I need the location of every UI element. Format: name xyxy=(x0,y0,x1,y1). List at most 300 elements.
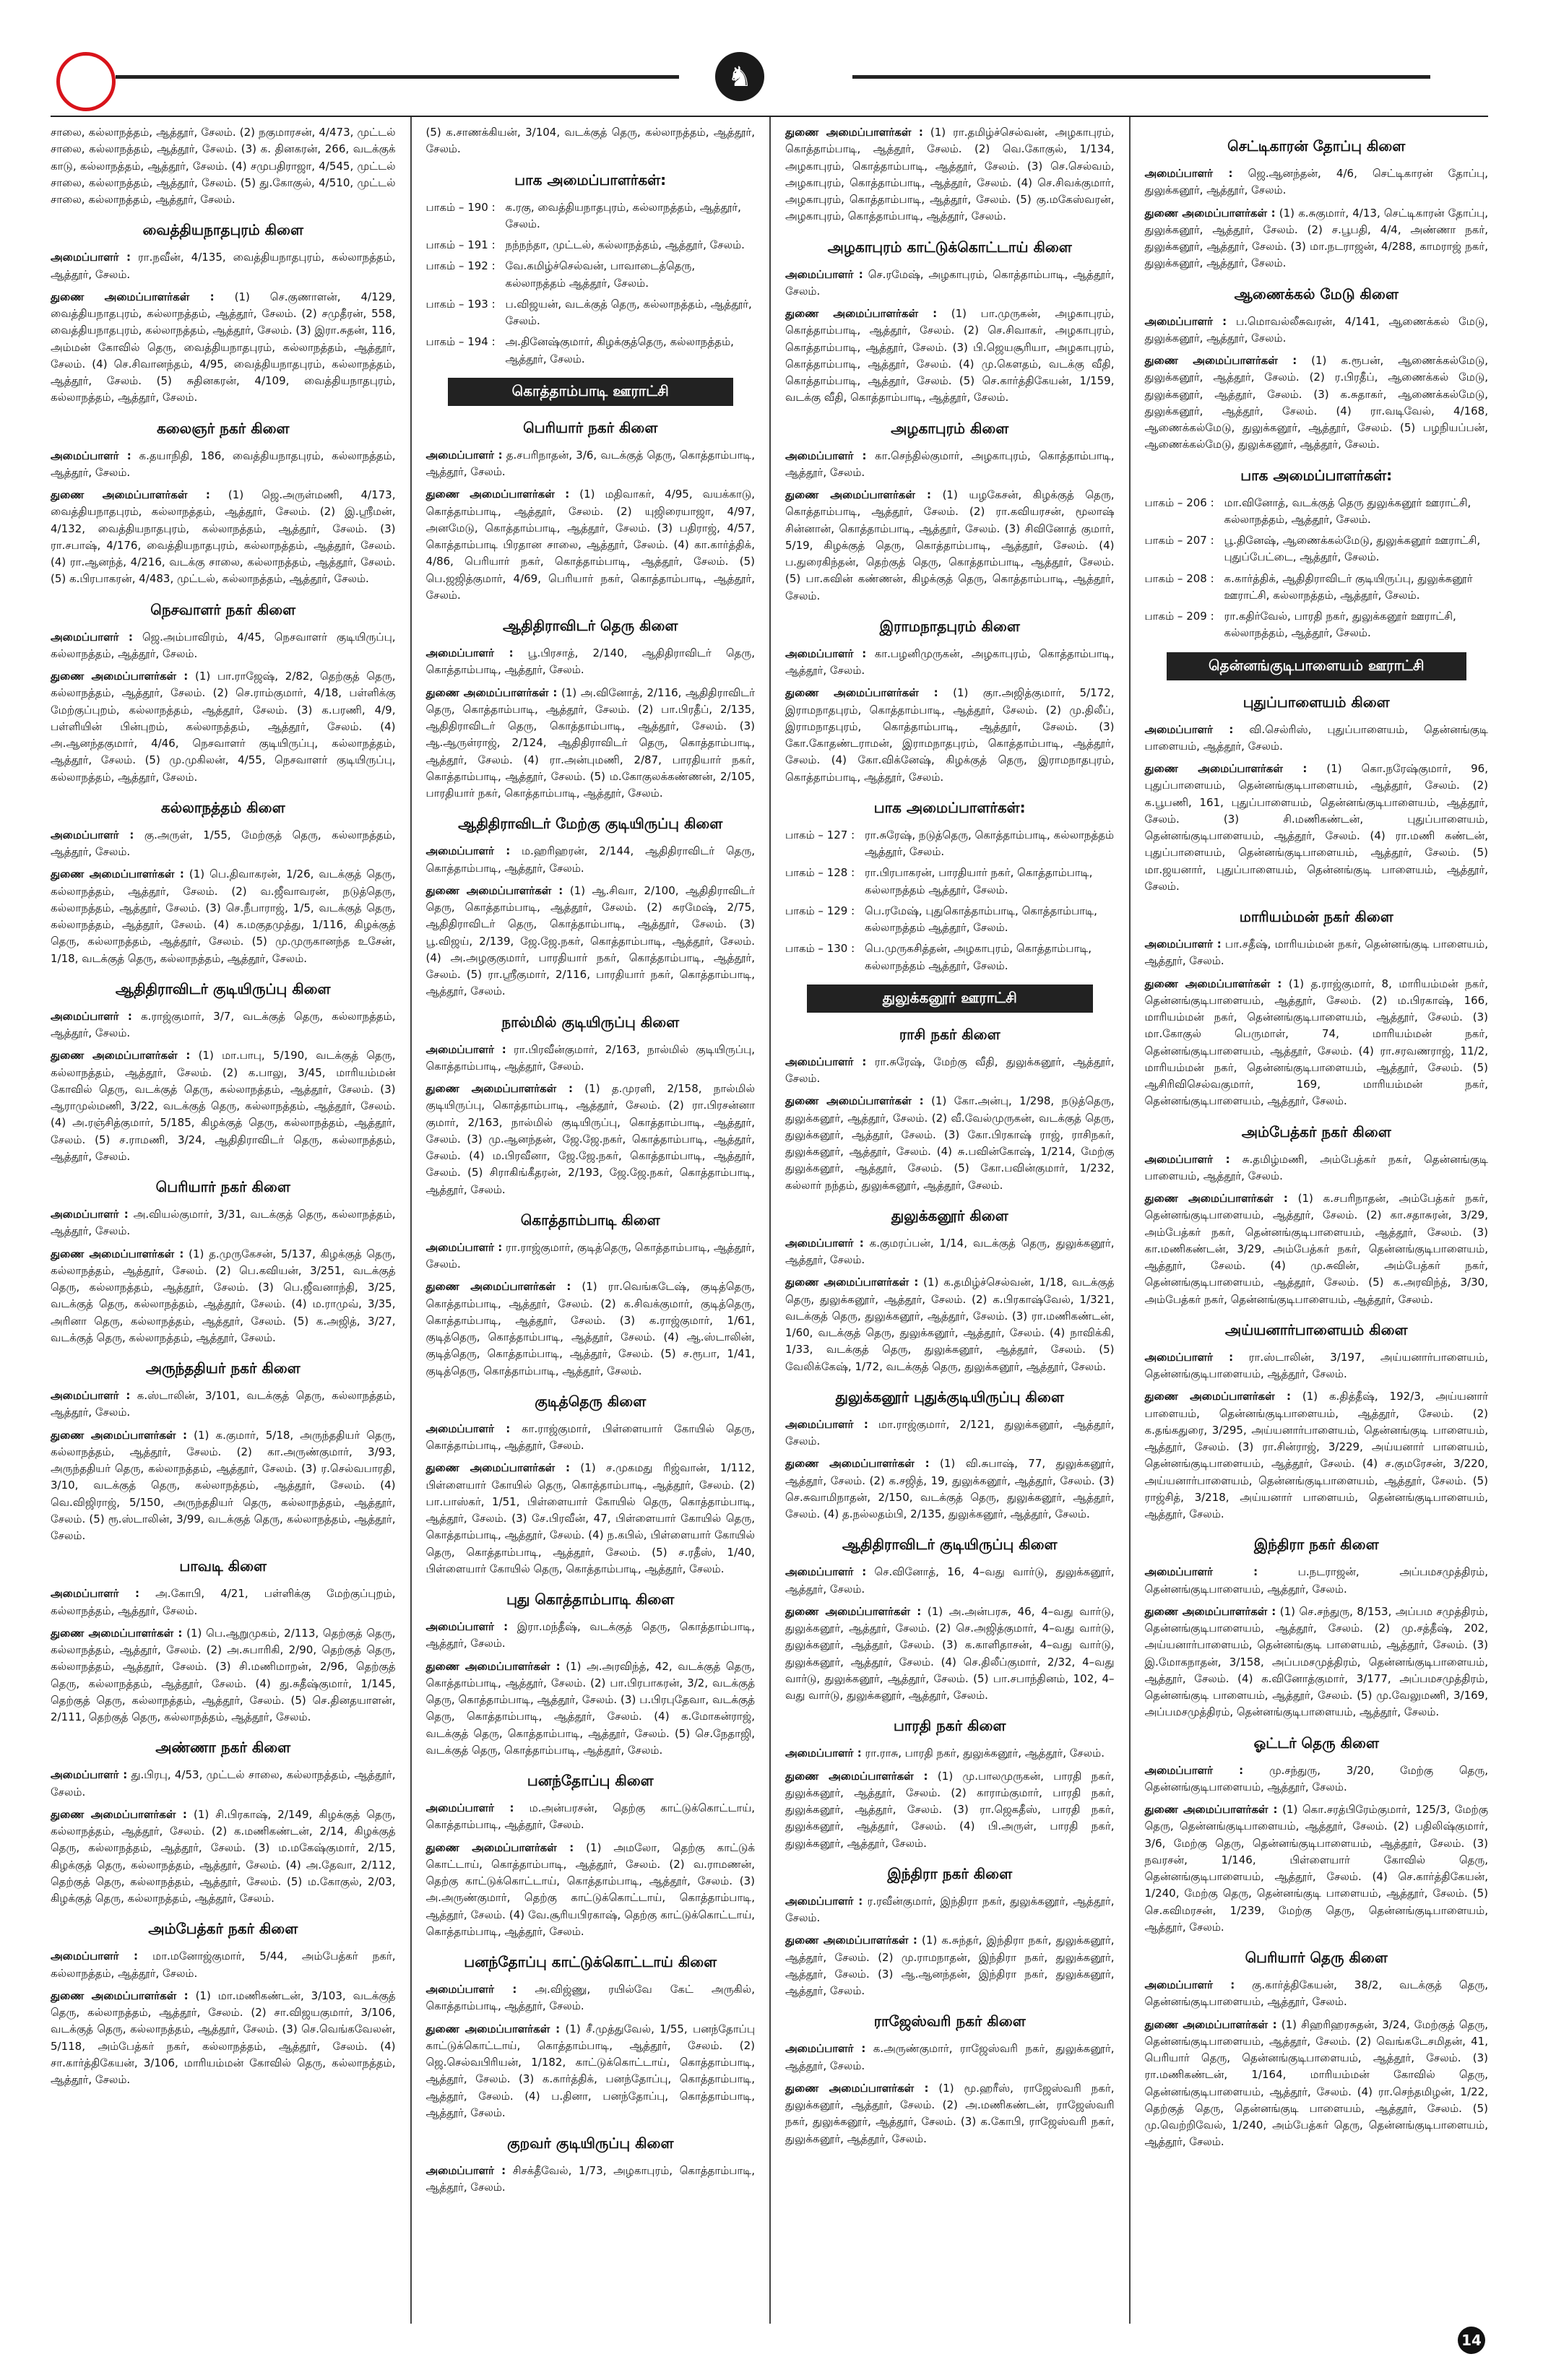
organizer-entry xyxy=(1145,1604,1489,1721)
organizer-role-label: அமைப்பாளர் : xyxy=(1144,314,1227,328)
organizer-entry xyxy=(1145,2017,1489,2151)
organizer-entry xyxy=(51,448,396,482)
organizer-names: க.தயாநிதி, 186, வைத்தியநாதபுரம், கல்லாநத்தம், ஆத்தூர், சேலம். xyxy=(51,449,396,479)
organizer-entry xyxy=(1145,1977,1489,2011)
booth-organizer-row xyxy=(1145,608,1489,642)
organizer-names: ஜெ.அம்பாவிரம், 4/45, நெசவாளர் குடியிருப்பு, கல்லாநத்தம், ஆத்தூர், சேலம். xyxy=(51,630,396,660)
branch-heading: துலுக்கனூர் கிளை xyxy=(891,1206,1008,1224)
column-2 xyxy=(410,117,770,2324)
organizer-names: சு.தமிழ்மணி, அம்பேத்கர் நகர், தென்னங்குடி பாளையம், ஆத்தூர், சேலம். xyxy=(1144,1152,1488,1182)
branch-heading: பனந்தோப்பு காட்டுக்கொட்டாய் கிளை xyxy=(464,1953,717,1970)
organizer-role-label: துணை அமைப்பாளர்கள் : xyxy=(1144,1604,1276,1618)
organizer-entry xyxy=(785,2080,1115,2147)
organizer-names: (1) ச.முகமது ரிஜ்வான், 1/112, பிள்ளையார் கோயில் தெரு, கொத்தாம்பாடி, ஆத்தூர், சேலம். (2) பா.பாஸ்கர், 1/51, பிள்ளையார் கோயில் தெரு, கொத்தாம்பாடி, ஆத்தூர், சேலம். (3) சே.பிரவீன், 47, பிள்ளையார் கோயில் தெரு, கொத்தாம்பாடி, ஆத்தூர், சேலம். (4) ந.கபில், பிள்ளையார் கோயில் தெரு, கொத்தாம்பாடி, ஆத்தூர், சேலம். (5) ச.ரதீஸ், 1/40, பிள்ளையார் கோயில் தெரு, கொத்தாம்பாடி, ஆத்தூர், சேலம். xyxy=(425,1461,755,1575)
organizer-entry xyxy=(51,1206,396,1240)
organizer-role-label: துணை அமைப்பாளர்கள் : xyxy=(51,488,210,501)
organizer-names: ப.மொவல்லீசுவரன், 4/141, ஆணைக்கல் மேடு, துலுக்கனூர், ஆத்தூர், சேலம். xyxy=(1144,314,1488,345)
organizer-names: மா.மனோஜ்குமார், 5/44, அம்பேத்கர் நகர், கல்லாநத்தம், ஆத்தூர், சேலம். xyxy=(51,1950,396,1980)
branch-heading: பாரதி நகர் கிளை xyxy=(894,1717,1006,1735)
masthead xyxy=(43,43,1495,108)
booth-number: பாகம் – 128 : xyxy=(785,866,855,880)
organizer-names: க.குமரப்பன், 1/14, வடக்குத் தெரு, துலுக்கனூர், ஆத்தூர், சேலம். xyxy=(785,1236,1115,1266)
booth-organizer-details: அ.தினேஷ்குமார், கிழக்குத்தெரு, கல்லாநத்தம், ஆத்தூர், சேலம். xyxy=(505,335,734,365)
organizer-names: மு.சந்துரு, 3/20, மேற்கு தெரு, தென்னங்குடிபாளையம், ஆத்தூர், சேலம். xyxy=(1144,1763,1488,1793)
branch-heading: அம்பேத்கர் நகர் கிளை xyxy=(1241,1122,1391,1141)
organizer-role-label: அமைப்பாளர் : xyxy=(785,1236,864,1250)
booth-organizer-details: க.கார்த்திக், ஆதிதிராவிடர் குடியிருப்பு, துலுக்கனூர் ஊராட்சி, கல்லாநத்தம், ஆத்தூர், சேலம். xyxy=(1224,571,1473,602)
organizer-role-label: துணை அமைப்பாளர்கள் : xyxy=(425,1280,571,1294)
organizer-names: கு.அருள், 1/55, மேற்குத் தெரு, கல்லாநத்தம், ஆத்தூர், சேலம். xyxy=(51,828,396,858)
booth-organizer-row xyxy=(426,199,756,233)
organizer-names: க.ராஜ்குமார், 3/7, வடக்குத் தெரு, கல்லாநத்தம், ஆத்தூர், சேலம். xyxy=(51,1009,396,1039)
organizer-names: (1) க.சபரிநாதன், அம்பேத்கர் நகர், தென்னங்குடிபாளையம், ஆத்தூர், சேலம். (2) கா.சதாசுரன், 3/29, அம்பேத்கர் நகர், தென்னங்குடிபாளையம், ஆத்தூர், சேலம். (3) கா.மணிகண்டன், 3/29, அம்பேத்கர் நகர், தென்னங்குடிபாளையம், ஆத்தூர், சேலம். (4) மு.சுவின், அம்பேத்கர் நகர், தென்னங்குடிபாளையம், ஆத்தூர், சேலம். (5) க.அரவிந்த், 3/30, அம்பேத்கர் நகர், தென்னங்குடிபாளையம், ஆத்தூர், சேலம். xyxy=(1144,1192,1488,1306)
organizer-names: (1) ரா.தமிழ்ச்செல்வன், அழகாபுரம், கொத்தாம்பாடி, ஆத்தூர், சேலம். (2) வெ.கோகுல், 1/134, அழகாபுரம், கொத்தாம்பாடி, ஆத்தூர், சேலம். (3) செ.செல்வம், அழகாபுரம், கொத்தாம்பாடி, ஆத்தூர், சேலம். (4) செ.சிவக்குமார், அழகாபுரம், கொத்தாம்பாடி, ஆத்தூர், சேலம். (5) கு.மகேஸ்வரன், அழகாபுரம், கொத்தாம்பாடி, ஆத்தூர், சேலம். xyxy=(785,126,1115,223)
organizer-entry xyxy=(426,1042,756,1076)
booth-number: பாகம் – 209 : xyxy=(1144,610,1214,623)
organizer-role-label: அமைப்பாளர் : xyxy=(785,449,867,462)
booth-organizer-details: ரா.கதிர்வேல், பாரதி நகர், துலுக்கனூர் ஊராட்சி, கல்லாநத்தம், ஆத்தூர், சேலம். xyxy=(1224,610,1456,640)
organizer-entry xyxy=(426,1981,756,2015)
organizer-names: (1) அ.அன்பரசு, 46, 4–வது வார்டு, துலுக்கனூர், ஆத்தூர், சேலம். (2) செ.அஜித்குமார், 4–வது வார்டு, துலுக்கனூர், ஆத்தூர், சேலம். (3) க.காளிதாசன், 4–வது வார்டு, துலுக்கனூர், ஆத்தூர், சேலம். (4) செ.திலீப்குமார், 2/32, 4–வது வார்டு, துலுக்கனூர், ஆத்தூர், சேலம். (5) பா.சபாந்தினம், 102, 4–வது வார்டு, துலுக்கனூர், ஆத்தூர், சேலம். xyxy=(785,1604,1115,1702)
organizer-entry xyxy=(785,124,1115,225)
organizer-names: (1) யழகேசன், கிழக்குத் தெரு, கொத்தாம்பாடி, ஆத்தூர், சேலம். (2) ரா.கவியரசன், மூலாஷ் சின்னான், கொத்தாம்பாடி, ஆத்தூர், சேலம். (3) சிவினோத் குமார், 5/19, கிழக்குத் தெரு, கொத்தாம்பாடி, ஆத்தூர், சேலம். (4) ப.துரைகிந்தன், தெற்குத் தெரு, கொத்தாம்பாடி, ஆத்தூர், சேலம். (5) பா.கவின் கண்ணன், கிழக்குத் தெரு, கொத்தாம்பாடி, ஆத்தூர், சேலம். xyxy=(785,488,1115,602)
branch-heading: பெரியார் நகர் கிளை xyxy=(155,1178,290,1195)
continued-text xyxy=(426,124,756,158)
branch-heading: பனந்தோப்பு கிளை xyxy=(527,1772,654,1789)
booth-organizer-details: ப.விஜயன், வடக்குத் தெரு, கல்லாநத்தம், ஆத்தூர், சேலம். xyxy=(505,297,752,327)
organizer-entry xyxy=(51,1806,396,1908)
organizer-role-label: துணை அமைப்பாளர்கள் : xyxy=(51,1247,184,1260)
organizer-entry xyxy=(426,1840,756,1941)
organizer-role-label: துணை அமைப்பாளர்கள் : xyxy=(51,1049,191,1063)
organizer-role-label: துணை அமைப்பாளர்கள் : xyxy=(1144,1192,1288,1205)
organizer-names: (1) க.ரூபன், ஆணைக்கல்மேடு, துலுக்கனூர், ஆத்தூர், சேலம். (2) ர.பிரதீப், ஆணைக்கல் மேடு, துலுக்கனூர், ஆத்தூர், சேலம். (3) க.சுதாகர், ஆணைக்கல்மேடு, துலுக்கனூர், ஆத்தூர், சேலம். (4) ரா.வடிவேல், 4/168, ஆணைக்கல்மேடு, துலுக்கனூர், ஆத்தூர், சேலம். (5) பழநியப்பன், ஆணைக்கல்மேடு, துலுக்கனூர், ஆத்தூர், சேலம். xyxy=(1144,354,1488,451)
organizer-entry xyxy=(51,827,396,861)
organizer-names: க.அருண்குமார், ராஜேஸ்வரி நகர், துலுக்கனூர், ஆத்தூர், சேலம். xyxy=(785,2042,1115,2072)
organizer-role-label: துணை அமைப்பாளர்கள் : xyxy=(1144,977,1282,990)
organizer-names: (5) க.சாணக்கியன், 3/104, வடக்குத் தெரு, கல்லாநத்தம், ஆத்தூர், சேலம். xyxy=(425,126,755,156)
branch-heading: நால்மில் குடியிருப்பு கிளை xyxy=(501,1013,680,1031)
organizer-entry xyxy=(426,1239,756,1273)
branch-heading: குறவர் குடியிருப்பு கிளை xyxy=(506,2134,674,2152)
organizer-role-label: அமைப்பாளர் : xyxy=(51,1009,132,1023)
organizer-entry xyxy=(426,1800,756,1834)
branch-heading: குடித்தெரு கிளை xyxy=(535,1392,647,1410)
organizer-entry xyxy=(1145,1190,1489,1308)
branch-heading: கொத்தாம்பாடி கிளை xyxy=(520,1211,660,1229)
organizer-role-label: அமைப்பாளர் : xyxy=(1144,938,1222,951)
booth-organizer-details: ரா.சுரேஷ், நடுத்தெரு, கொத்தாம்பாடி, கல்லாநத்தம் ஆத்தூர், சேலம். xyxy=(865,828,1115,858)
organizer-names: ரா.ஸ்டாலின், 3/197, அய்யனார்பாளையம், தென்னங்குடிபாளையம், ஆத்தூர், சேலம். xyxy=(1144,1350,1488,1380)
booth-organizer-row xyxy=(426,296,756,330)
organizer-role-label: அமைப்பாளர் : xyxy=(425,1421,511,1435)
organizer-role-label: அமைப்பாளர் : xyxy=(1144,1350,1234,1364)
booth-organizer-details: க.ரகு, வைத்தியநாதபுரம், கல்லாநத்தம், ஆத்தூர், சேலம். xyxy=(505,200,741,230)
organizer-names: ர.ரவீன்குமார், இந்திரா நகர், துலுக்கனூர், ஆத்தூர், சேலம். xyxy=(785,1894,1115,1924)
organizer-role-label: அமைப்பாளர் : xyxy=(1144,1978,1235,1991)
organizer-names: (1) சீ.முத்துவேல், 1/55, பனந்தோப்பு காட்டுக்கொட்டாய், கொத்தாம்பாடி, ஆத்தூர், சேலம். (2) ஜெ.செல்வபிரியன், 1/182, காட்டுக்கொட்டாய், கொத்தாம்பாடி, ஆத்தூர், சேலம். (3) க.கார்த்திக், பனந்தோப்பு, கொத்தாம்பாடி, ஆத்தூர், சேலம். (4) ப.தினா, பனந்தோப்பு, கொத்தாம்பாடி, ஆத்தூர், சேலம். xyxy=(425,2022,755,2119)
organizer-names: ரா.ராசு, பாரதி நகர், துலுக்கனூர், ஆத்தூர், சேலம். xyxy=(861,1747,1105,1760)
organizer-entry xyxy=(785,646,1115,680)
organizer-names: அ.வியல்குமார், 3/31, வடக்குத் தெரு, கல்லாநத்தம், ஆத்தூர், சேலம். xyxy=(51,1208,396,1238)
organizer-names: (1) ரா.வெங்கடேஷ், குடித்தெரு, கொத்தாம்பாடி, ஆத்தூர், சேலம். (2) க.சிவக்குமார், குடித்தெரு, கொத்தாம்பாடி, ஆத்தூர், சேலம். (3) க.ராஜ்குமார், 1/61, குடித்தெரு, கொத்தாம்பாடி, ஆத்தூர், சேலம். (4) ஆ.ஸ்டாலின், குடித்தெரு, கொத்தாம்பாடி, ஆத்தூர், சேலம். (5) ச.ரூபா, 1/41, குடித்தெரு, கொத்தாம்பாடி, ஆத்தூர், சேலம். xyxy=(425,1280,755,1377)
booth-organizer-details: மா.வினோத், வடக்குத் தெரு துலுக்கனூர் ஊராட்சி, கல்லாநத்தம், ஆத்தூர், சேலம். xyxy=(1224,496,1471,526)
organizer-role-label: அமைப்பாளர் : xyxy=(51,1587,140,1601)
organizer-names: சிசக்தீவேல், 1/73, அழகாபுரம், கொத்தாம்பாடி, ஆத்தூர், சேலம். xyxy=(425,2164,755,2194)
organizer-role-label: அமைப்பாளர் : xyxy=(1144,1152,1230,1166)
article-columns xyxy=(51,116,1488,2334)
organizer-role-label: அமைப்பாளர் : xyxy=(51,630,133,644)
branch-heading: புது கொத்தாம்பாடி கிளை xyxy=(506,1591,675,1608)
organizer-entry xyxy=(1145,976,1489,1110)
organizer-role-label: துணை அமைப்பாளர்கள் : xyxy=(425,685,558,699)
branch-heading: பாக அமைப்பாளர்கள்: xyxy=(873,798,1026,816)
organizer-entry xyxy=(1145,1388,1489,1523)
organizer-role-label: அமைப்பாளர் : xyxy=(785,646,867,660)
booth-number: பாகம் – 129 : xyxy=(785,904,855,917)
organizer-entry xyxy=(1145,313,1489,347)
organizer-role-label: துணை அமைப்பாளர்கள் : xyxy=(1144,762,1308,775)
organizer-names: (1) த.முரளி, 2/158, நால்மில் குடியிருப்பு, கொத்தாம்பாடி, ஆத்தூர், சேலம். (2) ரா.பிரசன்னா குமார், 2/163, நால்மில் குடியிருப்பு, கொத்தாம்பாடி, ஆத்தூர், சேலம். (3) மு.ஆனந்தன், ஜே.ஜே.நகர், கொத்தாம்பாடி, ஆத்தூர், சேலம். (4) ம.பிரவீனா, ஜே.ஜே.நகர், கொத்தாம்பாடி, ஆத்தூர், சேலம். (5) சிராகிங்கீதரன், 2/193, ஜே.ஜே.நகர், கொத்தாம்பாடி, ஆத்தூர், சேலம். xyxy=(425,1082,755,1196)
organizer-entry xyxy=(426,2163,756,2197)
organizer-names: பா.சதீஷ், மாரியம்மன் நகர், தென்னங்குடி பாளையம், ஆத்தூர், சேலம். xyxy=(1144,938,1488,968)
organizer-role-label: துணை அமைப்பாளர்கள் : xyxy=(785,1094,924,1108)
organizer-role-label: துணை அமைப்பாளர்கள் : xyxy=(785,1457,930,1471)
organizer-names: செ.வினோத், 16, 4–வது வார்டு, துலுக்கனூர், ஆத்தூர், சேலம். xyxy=(785,1565,1115,1596)
organizer-entry xyxy=(51,1585,396,1619)
organizer-names: மா.ராஜ்குமார், 2/121, துலுக்கனூர், ஆத்தூர், சேலம். xyxy=(785,1417,1115,1448)
branch-heading: இந்திரா நகர் கிளை xyxy=(887,1864,1013,1882)
organizer-names: (1) மா.பாபு, 5/190, வடக்குத் தெரு, கல்லாநத்தம், ஆத்தூர், சேலம். (2) க.பாலு, 3/45, மாரியம்மன் கோவில் தெரு, வடக்குத் தெரு, கல்லாநத்தம், ஆத்தூர், சேலம். (3) ஆராமுல்மணி, 3/22, வடக்குத் தெரு, கல்லாநத்தம், ஆத்தூர், சேலம். (4) அ.ரஞ்சித்குமார், 5/185, கிழக்குத் தெரு, கல்லாநத்தம், ஆத்தூர், சேலம். (5) ச.ராமணி, 3/24, ஆதிதிராவிடர் தெரு, கல்லாநத்தம், ஆத்தூர், சேலம். xyxy=(51,1049,396,1163)
branch-heading: வைத்தியநாதபுரம் கிளை xyxy=(142,221,304,239)
organizer-role-label: துணை அமைப்பாளர்கள் : xyxy=(1144,1390,1291,1403)
organizer-entry xyxy=(785,1235,1115,1269)
organizer-role-label: அமைப்பாளர் : xyxy=(1144,1763,1244,1777)
organizer-entry xyxy=(51,866,396,967)
organizer-role-label: துணை அமைப்பாளர்கள் : xyxy=(785,1769,928,1783)
branch-heading: ஆதிதிராவிடர் மேற்கு குடியிருப்பு கிளை xyxy=(458,815,723,833)
organizer-names: வி.செல்ரிஸ், புதுப்பாளையம், தென்னங்குடி பாளையம், ஆத்தூர், சேலம். xyxy=(1144,722,1488,753)
booth-number: பாகம் – 190 : xyxy=(425,200,496,214)
organizer-entry xyxy=(426,1421,756,1455)
branch-heading: அழகாபுரம் கிளை xyxy=(891,419,1009,437)
branch-heading: அம்பேத்கர் நகர் கிளை xyxy=(148,1920,298,1938)
organizer-role-label: அமைப்பாளர் : xyxy=(425,2164,506,2177)
booth-number: பாகம் – 193 : xyxy=(425,297,496,311)
branch-heading: கல்லாநத்தம் கிளை xyxy=(160,798,285,816)
booth-number: பாகம் – 130 : xyxy=(785,942,855,956)
organizer-entry xyxy=(785,487,1115,605)
masthead-circle-icon xyxy=(56,52,116,111)
organizer-names: (1) க.தமிழ்ச்செல்வன், 1/18, வடக்குத் தெரு, துலுக்கனூர், ஆத்தூர், சேலம். (2) க.பிரகாஷ்வேல், 1/321, வடக்குத் தெரு, துலுக்கனூர், ஆத்தூர், சேலம். (3) ரா.மணிகண்டன், 1/60, வடக்குத் தெரு, துலுக்கனூர், ஆத்தூர், சேலம். (4) நாவிக்கி, 1/33, வடக்குத் தெரு, துலுக்கனூர், ஆத்தூர், சேலம். (5) வேலிக்கேஷ், 1/72, வடக்குத் தெரு, துலுக்கனூர், ஆத்தூர், சேலம். xyxy=(785,1276,1115,1373)
organizer-entry xyxy=(426,2021,756,2122)
organizer-names: செ.ரமேஷ், அழகாபுரம், கொத்தாம்பாடி, ஆத்தூர், சேலம். xyxy=(785,267,1115,298)
organizer-entry xyxy=(785,1455,1115,1523)
column-3 xyxy=(769,117,1129,2324)
branch-heading: துலுக்கனூர் புதுக்குடியிருப்பு கிளை xyxy=(835,1388,1064,1406)
organizer-names: க.ஸ்டாலின், 3/101, வடக்குத் தெரு, கல்லாநத்தம், ஆத்தூர், சேலம். xyxy=(51,1389,396,1419)
masthead-rule-left xyxy=(116,75,679,79)
masthead-rule-right xyxy=(852,75,1430,79)
organizer-entry xyxy=(1145,1801,1489,1936)
organizer-role-label: துணை அமைப்பாளர்கள் : xyxy=(785,307,938,320)
organizer-role-label: துணை அமைப்பாளர்கள் : xyxy=(425,1659,561,1673)
organizer-role-label: துணை அமைப்பாளர்கள் : xyxy=(51,1807,187,1821)
organizer-role-label: துணை அமைப்பாளர்கள் : xyxy=(785,1604,922,1618)
organizer-names: ம.அன்பரசன், தெற்கு காட்டுக்கொட்டாய், கொத்தாம்பாடி, ஆத்தூர், சேலம். xyxy=(425,1801,755,1832)
organizer-names: கா.செந்தில்குமார், அழகாபுரம், கொத்தாம்பாடி, ஆத்தூர், சேலம். xyxy=(785,449,1115,479)
organizer-role-label: அமைப்பாளர் : xyxy=(785,1565,867,1579)
organizer-role-label: துணை அமைப்பாளர்கள் : xyxy=(785,686,938,700)
organizer-names: (1) குா.அஜித்குமார், 5/172, இராமநாதபுரம், கொத்தாம்பாடி, ஆத்தூர், சேலம். (2) மு.திலீப், இராமநாதபுரம், கொத்தாம்பாடி, ஆத்தூர், சேலம். (3) கோ.கோதண்டராமன், இராமநாதபுரம், கொத்தாம்பாடி, ஆத்தூர், சேலம். (4) கோ.விக்னேஷ், கிழக்குத் தெரு, இராமநாதபுரம், கொத்தாம்பாடி, ஆத்தூர், சேலம். xyxy=(785,686,1115,784)
organizer-role-label: துணை அமைப்பாளர்கள் : xyxy=(425,883,563,897)
organizer-entry xyxy=(426,1081,756,1198)
branch-heading: நெசவாளர் நகர் கிளை xyxy=(150,600,296,618)
booth-organizer-details: பூ.தினேஷ், ஆணைக்கல்மேடு, துலுக்கனூர் ஊராட்சி, புதுப்பேட்டை, ஆத்தூர், சேலம். xyxy=(1224,534,1481,564)
organizer-entry xyxy=(785,685,1115,786)
organizer-entry xyxy=(1145,1151,1489,1185)
branch-heading: ராஜேஸ்வரி நகர் கிளை xyxy=(873,2012,1026,2030)
organizer-entry xyxy=(785,306,1115,407)
organizer-entry xyxy=(51,1767,396,1801)
organizer-entry xyxy=(426,486,756,604)
organizer-entry xyxy=(785,1745,1115,1762)
organizer-entry xyxy=(51,1625,396,1726)
organizer-role-label: அமைப்பாளர் : xyxy=(785,1055,867,1068)
organizer-names: (1) த.ராஜ்குமார், 8, மாரியம்மன் நகர், தென்னங்குடிபாளையம், ஆத்தூர், சேலம். (2) ம.பிரகாஷ், 166, மாரியம்மன் நகர், தென்னங்குடிபாளையம், ஆத்தூர், சேலம். (3) மா.கோகுல் பெருமாள், 74, மாரியம்மன் நகர், தென்னங்குடிபாளையம், ஆத்தூர், சேலம். (4) ரா.சரவணராஜ், 11/2, மாரியம்மன் நகர், தென்னங்குடிபாளையம், ஆத்தூர், சேலம். (5) ஆசிரிவிசெல்வகுமார், 169, மாரியம்மன் நகர், தென்னங்குடிபாளையம், ஆத்தூர், சேலம். xyxy=(1144,977,1488,1108)
organizer-entry xyxy=(51,1388,396,1421)
organizer-entry xyxy=(785,1564,1115,1598)
panchayat-section-banner: கொத்தாம்பாடி ஊராட்சி xyxy=(448,378,734,406)
organizer-names: (1) ஜெ.அருள்மணி, 4/173, வைத்தியநாதபுரம், கல்லாநத்தம், ஆத்தூர், சேலம். (2) இ.ஸ்ரீமன், 4/132, வைத்தியநாதபுரம், கல்லாநத்தம், ஆத்தூர், சேலம். (3) ரா.சபாஷ், 4/176, வைத்தியநாதபுரம், கல்லாநத்தம், ஆத்தூர், சேலம். (4) ரா.ஆனந்த், 4/216, வடக்கு சாலை, கல்லாநத்தம், ஆத்தூர், சேலம். (5) க.பிரபாகரன், 4/483, முட்டல், கல்லாநத்தம், ஆத்தூர், சேலம். xyxy=(51,488,396,586)
organizer-names: (1) க.குமார், 5/18, அருந்ததியர் தெரு, கல்லாநத்தம், ஆத்தூர், சேலம். (2) கா.அருண்குமார், 3/93, அருந்ததியர் தெரு, கல்லாநத்தம், ஆத்தூர், சேலம். (3) ர.செல்வபாரதி, 3/10, வடக்குத் தெரு, கல்லாநத்தம், ஆத்தூர், சேலம். (4) வெ.விஜிராஜ், 5/150, அருந்ததியர் தெரு, கல்லாநத்தம், ஆத்தூர், சேலம். (5) ரூ.ஸ்டாலின், 3/99, வடக்குத் தெரு, கல்லாநத்தம், ஆத்தூர், சேலம். xyxy=(51,1428,396,1542)
booth-number: பாகம் – 207 : xyxy=(1144,534,1214,547)
organizer-entry xyxy=(51,487,396,588)
organizer-names: (1) அமலோ, தெற்கு காட்டுக் கொட்டாய், கொத்தாம்பாடி, ஆத்தூர், சேலம். (2) வ.ராமணன், தெற்கு காட்டுக்கொட்டாய், கொத்தாம்பாடி, ஆத்தூர், சேலம். (3) அ.அருண்குமார், தெற்கு காட்டுக்கொட்டாய், கொத்தாம்பாடி, ஆத்தூர், சேலம். (4) வே.சூரியபிரகாஷ், தெற்கு காட்டுக்கொட்டாய், கொத்தாம்பாடி, ஆத்தூர், சேலம். xyxy=(425,1840,755,1938)
organizer-names: கு.கார்த்திகேயன், 38/2, வடக்குத் தெரு, தென்னங்குடிபாளையம், ஆத்தூர், சேலம். xyxy=(1144,1978,1488,2009)
branch-heading: பாக அமைப்பாளர்கள்: xyxy=(514,170,667,189)
organizer-names: ரா.சுரேஷ், மேற்கு வீதி, துலுக்கனூர், ஆத்தூர், சேலம். xyxy=(785,1055,1115,1085)
organizer-role-label: அமைப்பாளர் : xyxy=(425,844,511,858)
organizer-names: (1) க.சுந்தர், இந்திரா நகர், துலுக்கனூர், ஆத்தூர், சேலம். (2) மு.ராமநாதன், இந்திரா நகர், துலுக்கனூர், ஆத்தூர், சேலம். (3) ஆ.ஆனந்தன், இந்திரா நகர், துலுக்கனூர், ஆத்தூர், சேலம். xyxy=(785,1934,1115,1997)
organizer-entry xyxy=(1145,722,1489,756)
booth-number: பாகம் – 192 : xyxy=(425,259,496,273)
booth-organizer-row xyxy=(785,940,1115,974)
organizer-role-label: துணை அமைப்பாளர்கள் : xyxy=(51,867,184,881)
organizer-entry xyxy=(1145,761,1489,895)
column-4 xyxy=(1129,117,1489,2324)
organizer-entry xyxy=(51,1988,396,2089)
booth-organizer-row xyxy=(785,865,1115,899)
organizer-entry xyxy=(1145,1564,1489,1598)
organizer-role-label: அமைப்பாளர் : xyxy=(785,1747,862,1760)
booth-number: பாகம் – 208 : xyxy=(1144,571,1214,585)
organizer-entry xyxy=(426,1619,756,1653)
organizer-role-label: அமைப்பாளர் : xyxy=(51,251,131,264)
organizer-names: (1) மூ.ஹரீஸ், ராஜேஸ்வரி நகர், துலுக்கனூர், ஆத்தூர், சேலம். (2) அ.மணிகண்டன், ராஜேஸ்வரி நகர், துலுக்கனூர், ஆத்தூர், சேலம். (3) க.கோபி, ராஜேஸ்வரி நகர், துலுக்கனூர், ஆத்தூர், சேலம். xyxy=(785,2081,1115,2145)
organizer-entry xyxy=(1145,352,1489,454)
organizer-names: து.பிரபு, 4/53, முட்டல் சாலை, கல்லாநத்தம், ஆத்தூர், சேலம். xyxy=(51,1768,396,1799)
organizer-names: (1) மா.மணிகண்டன், 3/103, வடக்குத் தெரு, கல்லாநத்தம், ஆத்தூர், சேலம். (2) சா.விஜயகுமார், 3/106, வடக்குத் தெரு, கல்லாநத்தம், ஆத்தூர், சேலம். (3) செ.வெங்கவேலன், 5/118, அம்பேத்கர் நகர், கல்லாநத்தம், ஆத்தூர், சேலம். (4) சா.கார்த்திகேயன், 3/106, மாரியம்மன் கோவில் தெரு, கல்லாநத்தம், ஆத்தூர், சேலம். xyxy=(51,1989,396,2086)
organizer-role-label: அமைப்பாளர் : xyxy=(1144,1565,1258,1579)
organizer-role-label: துணை அமைப்பாளர்கள் : xyxy=(785,126,923,139)
organizer-names: ரா.ராஜ்குமார், குடித்தெரு, கொத்தாம்பாடி, ஆத்தூர், சேலம். xyxy=(425,1240,755,1271)
organizer-role-label: அமைப்பாளர் : xyxy=(51,828,134,841)
organizer-role-label: அமைப்பாளர் : xyxy=(425,1801,514,1814)
organizer-names: ரா.பிரவீன்குமார், 2/163, நால்மில் குடியிருப்பு, கொத்தாம்பாடி, ஆத்தூர், சேலம். xyxy=(425,1042,755,1073)
booth-organizer-row xyxy=(426,334,756,368)
organizer-entry xyxy=(785,1093,1115,1194)
organizer-names: (1) பெ.திவாகரன், 1/26, வடக்குத் தெரு, கல்லாநத்தம், ஆத்தூர், சேலம். (2) வ.ஜீவாவரன், நடுத்தெரு, கல்லாநத்தம், ஆத்தூர், சேலம். (3) செ.நீபாராஜ், 1/5, வடக்குத் தெரு, கல்லாநத்தம், ஆத்தூர், சேலம். (4) க.மகுதமுத்து, 1/116, கிழக்குத் தெரு, கல்லாநத்தம், ஆத்தூர், சேலம். (5) மு.முருகானந்த உசேன், 1/18, வடக்குத் தெரு, கல்லாநத்தம், ஆத்தூர், சேலம். xyxy=(51,867,396,965)
organizer-role-label: அமைப்பாளர் : xyxy=(1144,722,1234,736)
continued-text xyxy=(51,124,396,208)
organizer-names: (1) சிஹரிஹரசுதன், 3/24, மேற்குத் தெரு, தென்னங்குடிபாளையம், ஆத்தூர், சேலம். (2) வெங்கடேசமிதன், 41, பெரியார் தெரு, தென்னங்குடிபாளையம், ஆத்தூர், சேலம். (3) ரா.மணிகண்டன், 1/164, மாரியம்மன் கோவில் தெரு, தென்னங்குடிபாளையம், ஆத்தூர், சேலம். (4) ரா.செந்தமிழன், 1/22, தெற்குத் தெரு, தென்னங்குடி பாளையம், ஆத்தூர், சேலம். (5) மு.வெற்றிவேல், 1/240, அம்பேத்கர் தெரு, தென்னங்குடிபாளையம், ஆத்தூர், சேலம். xyxy=(1144,2017,1488,2149)
organizer-role-label: அமைப்பாளர் : xyxy=(51,1950,139,1963)
branch-heading: ஆதிதிராவிடர் குடியிருப்பு கிளை xyxy=(842,1536,1058,1554)
branch-heading: அருந்ததியர் நகர் கிளை xyxy=(145,1359,301,1377)
organizer-entry xyxy=(51,1948,396,1982)
organizer-role-label: துணை அமைப்பாளர்கள் : xyxy=(425,2022,561,2035)
organizer-role-label: துணை அமைப்பாளர்கள் : xyxy=(785,1276,919,1289)
panchayat-section-banner: துலுக்கனூர் ஊராட்சி xyxy=(807,985,1093,1013)
organizer-names: (1) கொ.சரத்பிரேம்குமார், 125/3, மேற்கு தெரு, தென்னங்குடிபாளையம், ஆத்தூர், சேலம். (2) பதிலிஷ்குமார், 3/6, மேற்கு தெரு, தென்னங்குடிபாளையம், ஆத்தூர், சேலம். (3) நவரசன், 1/146, பிள்ளையார் கோவில் தெரு, தென்னங்குடிபாளையம், ஆத்தூர், சேலம். (4) செ.கார்த்திகேயன், 1/240, மேற்கு தெரு, தென்னங்குடி பாளையம், ஆத்தூர், சேலம். (5) செ.கவிமரசன், 1/239, மேற்கு தெரு, தென்னங்குடிபாளையம், ஆத்தூர், சேலம். xyxy=(1144,1803,1488,1934)
booth-organizer-details: நந்நந்தா, முட்டல், கல்லாநத்தம், ஆத்தூர், சேலம். xyxy=(505,238,745,251)
organizer-names: (1) த.முருகேசன், 5/137, கிழக்குத் தெரு, கல்லாநத்தம், ஆத்தூர், சேலம். (2) பெ.கவியன், 3/251, வடக்குத் தெரு, கல்லாநத்தம், ஆத்தூர், சேலம். (3) பெ.ஜீவனாந்தி, 3/25, வடக்குத் தெரு, கல்லாநத்தம், ஆத்தூர், சேலம். (4) ம.ராமுவ், 3/35, அரினா தெரு, கல்லாநத்தம், ஆத்தூர், சேலம். (5) க.அஜித், 3/27, வடக்குத் தெரு, கல்லாநத்தம், ஆத்தூர், சேலம். xyxy=(51,1247,396,1344)
organizer-role-label: துணை அமைப்பாளர்கள் : xyxy=(425,488,570,501)
booth-organizer-row xyxy=(1145,571,1489,605)
organizer-entry xyxy=(1145,1349,1489,1383)
organizer-role-label: அமைப்பாளர் : xyxy=(51,1389,131,1402)
organizer-entry xyxy=(785,1274,1115,1375)
booth-organizer-details: பெ.ரமேஷ், புதுகொத்தாம்பாடி, கொத்தாம்பாடி, கல்லாநத்தம் ஆத்தூர், சேலம். xyxy=(865,904,1097,934)
organizer-entry xyxy=(51,1047,396,1165)
organizer-role-label: துணை அமைப்பாளர்கள் : xyxy=(1144,2017,1277,2031)
booth-organizer-row xyxy=(785,903,1115,937)
organizer-names: ஜெ.ஆனந்தன், 4/6, செட்டிகாரன் தோப்பு, துலுக்கனூர், ஆத்தூர், சேலம். xyxy=(1144,167,1488,197)
organizer-entry xyxy=(426,1460,756,1578)
organizer-role-label: துணை அமைப்பாளர்கள் : xyxy=(785,1934,917,1947)
organizer-names: (1) செ.குணாளன், 4/129, வைத்தியநாதபுரம், கல்லாநத்தம், ஆத்தூர், சேலம். (2) சமுதீரன், 558, வைத்தியநாதபுரம், கல்லாநத்தம், ஆத்தூர், சேலம். (3) இரா.சுதன், 116, அம்மன் கோவில் தெரு, வைத்தியநாதபுரம், கல்லாநத்தம், ஆத்தூர், சேலம். (4) செ.சிவானந்தம், 4/95, வைத்தியநாதபுரம், கல்லாநத்தம், ஆத்தூர், சேலம். (5) சுதினகரன், 4/109, வைத்தியநாதபுரம், கல்லாநத்தம், ஆத்தூர், சேலம். xyxy=(51,290,396,404)
booth-number: பாகம் – 206 : xyxy=(1144,496,1214,509)
organizer-role-label: துணை அமைப்பாளர்கள் : xyxy=(51,1626,183,1640)
organizer-entry xyxy=(1145,165,1489,199)
organizer-names: இரா.மந்தீஷ், வடக்குத் தெரு, கொத்தாம்பாடி, ஆத்தூர், சேலம். xyxy=(425,1620,755,1650)
organizer-entry xyxy=(426,447,756,481)
organizer-role-label: துணை அமைப்பாளர்கள் : xyxy=(1144,206,1276,220)
organizer-role-label: துணை அமைப்பாளர்கள் : xyxy=(425,1461,571,1475)
organizer-names: (1) செ.சந்துரு, 8/153, அப்பம சமுத்திரம், தென்னங்குடிபாளையம், ஆத்தூர், சேலம். (2) மு.சத்தீஷ், 202, அய்யனார்பாளையம், தென்னங்குடி பாளையம், ஆத்தூர், சேலம். (3) இ.மோகநாதன், 3/158, அப்பமசமுத்திரம், தென்னங்குடிபாளையம், ஆத்தூர், சேலம். (4) க.வினோத்குமார், 3/177, அப்பமசமுத்திரம், தென்னங்குடி பாளையம், ஆத்தூர், சேலம். (5) மு.வேலுமணி, 3/169, அப்பமசமுத்திரம், தென்னங்குடிபாளையம், ஆத்தூர், சேலம். xyxy=(1144,1604,1488,1719)
organizer-names: (1) ஆ.சிவா, 2/100, ஆதிதிராவிடர் தெரு, கொத்தாம்பாடி, ஆத்தூர், சேலம். (2) சுரமேஷ், 2/75, ஆதிதிராவிடர் தெரு, கொத்தாம்பாடி, ஆத்தூர், சேலம். (3) பூ.விஜய், 2/139, ஜே.ஜே.நகர், கொத்தாம்பாடி, ஆத்தூர், சேலம். (4) அ.அழகுகுமார், பாரதியார் நகர், கொத்தாம்பாடி, ஆத்தூர், சேலம். (5) ரா.ஸ்ரீகுமார், 2/116, பாரதியார் நகர், கொத்தாம்பாடி, ஆத்தூர், சேலம். xyxy=(425,883,755,998)
organizer-names: ரா.நவீன், 4/135, வைத்தியநாதபுரம், கல்லாநத்தம், ஆத்தூர், சேலம். xyxy=(51,251,396,281)
organizer-names: பூ.பிரசாத், 2/140, ஆதிதிராவிடர் தெரு, கொத்தாம்பாடி, ஆத்தூர், சேலம். xyxy=(425,646,755,677)
organizer-entry xyxy=(51,1008,396,1042)
branch-heading: இந்திரா நகர் கிளை xyxy=(1253,1536,1379,1554)
booth-organizer-row xyxy=(426,237,756,254)
organizer-entry xyxy=(426,883,756,1000)
branch-heading: ராசி நகர் கிளை xyxy=(899,1025,1000,1043)
organizer-names: (1) சி.பிரகாஷ், 2/149, கிழக்குத் தெரு, கல்லாநத்தம், ஆத்தூர், சேலம். (2) க.மணிகண்டன், 2/14, கிழக்குத் தெரு, கல்லாநத்தம், ஆத்தூர், சேலம். (3) ம.மகேஷ்குமார், 2/15, கிழக்குத் தெரு, கல்லாநத்தம், ஆத்தூர், சேலம். (4) அ.தேவா, 2/112, தெற்குத் தெரு, கல்லாநத்தம், ஆத்தூர், சேலம். (5) ம.கோகுல், 2/03, கிழக்குத் தெரு, கல்லாநத்தம், ஆத்தூர், சேலம். xyxy=(51,1807,396,1905)
organizer-role-label: துணை அமைப்பாளர்கள் : xyxy=(51,1989,189,2002)
organizer-role-label: அமைப்பாளர் : xyxy=(51,1208,129,1221)
organizer-names: ம.ஹரிஹரன், 2/144, ஆதிதிராவிடர் தெரு, கொத்தாம்பாடி, ஆத்தூர், சேலம். xyxy=(425,844,755,875)
organizer-role-label: துணை அமைப்பாளர்கள் : xyxy=(425,1082,573,1095)
organizer-names: (1) மதிவாகர், 4/95, வயக்காடு, கொத்தாம்பாடி, ஆத்தூர், சேலம். (2) யுஜிரையாஜா, 4/97, அனமேடு, கொத்தாம்பாடி, ஆத்தூர், சேலம். (3) பதிராஜ், 4/57, கொத்தாம்பாடி பிரதான சாலை, ஆத்தூர், சேலம். (4) கா.கார்த்திக், 4/86, பெரியார் நகர், கொத்தாம்பாடி, ஆத்தூர், சேலம். (5) பெ.ஜஜித்குமார், 4/69, பெரியார் நகர், கொத்தாம்பாடி, ஆத்தூர், சேலம். xyxy=(425,488,755,602)
organizer-names: கா.ராஜ்குமார், பிள்ளையார் கோயில் தெரு, கொத்தாம்பாடி, ஆத்தூர், சேலம். xyxy=(425,1421,755,1452)
organizer-names: (1) கொ.நரேஷ்குமார், 96, புதுப்பாளையம், தென்னங்குடிபாளையம், ஆத்தூர், சேலம். (2) க.பூபணி, 161, புதுப்பாளையம், தென்னங்குடிபாளையம், ஆத்தூர், சேலம். (3) சி.மணிகண்டன், புதுப்பாளையம், தென்னங்குடிபாளையம், ஆத்தூர், சேலம். (4) ரா.மணி கண்டன், புதுப்பாளையம், தென்னங்குடிபாளையம், ஆத்தூர், சேலம். (5) மா.ஜயனார், புதுப்பாளையம், தென்னங்குடி பாளையம், ஆத்தூர், சேலம். xyxy=(1144,762,1488,893)
organizer-names: அ.விஜ்ணு, ரயில்வே கேட் அருகில், கொத்தாம்பாடி, ஆத்தூர், சேலம். xyxy=(425,1983,755,2013)
organizer-entry xyxy=(51,1246,396,1347)
organizer-entry xyxy=(51,289,396,407)
branch-heading: புதுப்பாளையம் கிளை xyxy=(1242,693,1390,711)
organizer-entry xyxy=(426,1278,756,1380)
organizer-entry xyxy=(785,1932,1115,1999)
organizer-entry xyxy=(426,645,756,679)
organizer-names: சாலை, கல்லாநத்தம், ஆத்தூர், சேலம். (2) நகுமாரசன், 4/473, முட்டல் சாலை, கல்லாநத்தம், ஆத்தூர், சேலம். (3) க. தினகரன், 266, வடக்குக் காடு, கல்லாநத்தம், ஆத்தூர், சேலம். (4) சமுபதிராஜா, 4/545, முட்டல் சாலை, கல்லாநத்தம், ஆத்தூர், சேலம். (5) து.கோகுல், 4/510, முட்டல் சாலை, கல்லாநத்தம், ஆத்தூர், சேலம். xyxy=(51,126,396,206)
organizer-role-label: துணை அமைப்பாளர்கள் : xyxy=(1144,354,1297,367)
organizer-entry xyxy=(785,1054,1115,1088)
branch-heading: ஓட்டர் தெரு கிளை xyxy=(1253,1734,1379,1752)
organizer-role-label: அமைப்பாளர் : xyxy=(425,1042,506,1056)
booth-organizer-details: வே.கமிழ்ச்செல்வன், பாவாடைத்தெரு, கல்லாநத்தம் ஆத்தூர், சேலம். xyxy=(505,259,696,290)
branch-heading: மாரியம்மன் நகர் கிளை xyxy=(1239,908,1393,925)
organizer-entry xyxy=(426,843,756,877)
organizer-entry xyxy=(785,1893,1115,1927)
organizer-names: (1) பெ.ஆறுமுகம், 2/113, தெற்குத் தெரு, கல்லாநத்தம், ஆத்தூர், சேலம். (2) அ.சுபாரிகி, 2/90, தெற்குத் தெரு, கல்லாநத்தம், ஆத்தூர், சேலம். (3) சி.மணிமாறன், 2/96, தெற்குத் தெரு, கல்லாநத்தம், ஆத்தூர், சேலம். (4) து.சுதீஷ்குமார், 1/145, தெற்குத் தெரு, கல்லாநத்தம், ஆத்தூர், சேலம். (5) செ.தினதயாளன், 2/111, தெற்குத் தெரு, கல்லாநத்தம், ஆத்தூர், சேலம். xyxy=(51,1626,396,1723)
branch-heading: அழகாபுரம் காட்டுக்கொட்டாய் கிளை xyxy=(827,238,1072,256)
page-number: 14 xyxy=(1458,2327,1485,2354)
booth-organizer-row xyxy=(426,258,756,292)
organizer-names: (1) அ.அரவிந்த், 42, வடக்குத் தெரு, கொத்தாம்பாடி, ஆத்தூர், சேலம். (2) பா.பிரபாகரன், 3/2, வடக்குத் தெரு, கொத்தாம்பாடி, ஆத்தூர், சேலம். (3) ப.பிரபுதேவா, வடக்குத் தெரு, கொத்தாம்பாடி, ஆத்தூர், சேலம். (4) க.மோகன்ராஜ், வடக்குத் தெரு, கொத்தாம்பாடி, ஆத்தூர், சேலம். (5) செ.நேதாஜி, வடக்குத் தெரு, கொத்தாம்பாடி, ஆத்தூர், சேலம். xyxy=(425,1659,755,1757)
organizer-names: ப.நடராஜன், அப்பமசமுத்திரம், தென்னங்குடிபாளையம், ஆத்தூர், சேலம். xyxy=(1144,1565,1488,1596)
organizer-names: த.சபரிநாதன், 3/6, வடக்குத் தெரு, கொத்தாம்பாடி, ஆத்தூர், சேலம். xyxy=(425,448,755,478)
booth-organizer-row xyxy=(785,827,1115,861)
booth-organizer-row xyxy=(1145,495,1489,529)
organizer-names: (1) பா.ராஜேஷ், 2/82, தெற்குத் தெரு, கல்லாநத்தம், ஆத்தூர், சேலம். (2) செ.ராம்குமார், 4/18, பள்ளிக்கு மேற்குப்புறம், கல்லாநத்தம், ஆத்தூர், சேலம். (3) க.பரணி, 4/9, பள்ளியின் பின்புறம், கல்லாநத்தம், ஆத்தூர், சேலம். (4) அ.ஆனந்தகுமார், 4/46, நெசவாளர் குடியிருப்பு, கல்லாநத்தம், ஆத்தூர், சேலம். (5) மு.முகிலன், 4/55, நெசவாளர் குடியிருப்பு, கல்லாநத்தம், ஆத்தூர், சேலம். xyxy=(51,670,396,784)
branch-heading: பெரியார் நகர் கிளை xyxy=(523,418,658,436)
organizer-role-label: துணை அமைப்பாளர்கள் : xyxy=(785,488,931,501)
organizer-role-label: அமைப்பாளர் : xyxy=(425,448,503,462)
organizer-entry xyxy=(785,448,1115,482)
organizer-names: (1) கோ.அன்பு, 1/298, நடுத்தெரு, துலுக்கனூர், ஆத்தூர், சேலம். (2) வீ.வேல்முருகன், வடக்குத் தெரு, துலுக்கனூர், ஆத்தூர், சேலம். (3) கோ.பிரகாஷ் ராஜ், ராசிநகர், துலுக்கனூர், ஆத்தூர், சேலம். (4) சு.பவின்கோஷ், 1/214, மேற்கு துலுக்கனூர், ஆத்தூர், சேலம். (5) கோ.பவின்குமார், 1/232, கல்லார் நந்தம், துலுக்கனூர், ஆத்தூர், சேலம். xyxy=(785,1094,1115,1192)
organizer-entry xyxy=(1145,1762,1489,1796)
organizer-entry xyxy=(51,1427,396,1545)
organizer-entry xyxy=(1145,936,1489,970)
branch-heading: பாவடி கிளை xyxy=(179,1557,267,1575)
party-logo-icon: ♞ xyxy=(715,52,764,101)
organizer-role-label: துணை அமைப்பாளர்கள் : xyxy=(51,1428,188,1442)
organizer-entry xyxy=(51,629,396,663)
organizer-role-label: அமைப்பாளர் : xyxy=(785,1417,868,1431)
organizer-names: (1) க.தித்தீஷ், 192/3, அய்யனார் பாளையம், தென்னங்குடிபாளையம், ஆத்தூர், சேலம். (2) க.தங்கதுரை, 3/295, அய்யனார்பாளையம், தென்னங்குடி பாளையம், ஆத்தூர், சேலம். (3) ரா.சின்ராஜ், 3/229, அய்யனார் பாளையம், தென்னங்குடிபாளையம், ஆத்தூர், சேலம். (4) ச.குமரேசன், 3/220, அய்யனார்பாளையம், தென்னங்குடிபாளையம், ஆத்தூர், சேலம். (5) ராஜ்சித், 3/218, அய்யனார் பாளையம், தென்னங்குடிபாளையம், ஆத்தூர், சேலம். xyxy=(1144,1390,1488,1520)
organizer-entry xyxy=(785,1604,1115,1705)
organizer-names: (1) அ.வினோத், 2/116, ஆதிதிராவிடர் தெரு, கொத்தாம்பாடி, ஆத்தூர், சேலம். (2) பா.பிரதீப், 2/135, ஆதிதிராவிடர் தெரு, கொத்தாம்பாடி, ஆத்தூர், சேலம். (3) ஆ.ஆருள்ராஜ், 2/124, ஆதிதிராவிடர் தெரு, கொத்தாம்பாடி, ஆத்தூர், சேலம். (4) ரா.அன்புமணி, 2/87, பாரதியார் நகர், கொத்தாம்பாடி, ஆத்தூர், சேலம். (5) ம.கோகுலக்கண்ணன், 2/105, பாரதியார் நகர், கொத்தாம்பாடி, ஆத்தூர், சேலம். xyxy=(425,685,755,800)
booth-number: பாகம் – 127 : xyxy=(785,828,855,841)
organizer-entry xyxy=(785,267,1115,300)
organizer-names: கா.பழனிமுருகன், அழகாபுரம், கொத்தாம்பாடி, ஆத்தூர், சேலம். xyxy=(785,646,1115,677)
organizer-role-label: அமைப்பாளர் : xyxy=(425,1620,509,1633)
organizer-role-label: அமைப்பாளர் : xyxy=(425,1983,517,1996)
organizer-role-label: துணை அமைப்பாளர்கள் : xyxy=(1144,1803,1278,1816)
branch-heading: ஆதிதிராவிடர் குடியிருப்பு கிளை xyxy=(115,979,331,998)
branch-heading: இராமநாதபுரம் கிளை xyxy=(879,617,1020,635)
branch-heading: ஆணைக்கல் மேடு கிளை xyxy=(1234,285,1399,303)
organizer-role-label: அமைப்பாளர் : xyxy=(785,2042,866,2056)
branch-heading: பாக அமைப்பாளர்கள்: xyxy=(1240,466,1393,484)
organizer-entry xyxy=(785,1768,1115,1852)
branch-heading: பெரியார் தெரு கிளை xyxy=(1245,1949,1388,1966)
panchayat-section-banner: தென்னங்குடிபாளையம் ஊராட்சி xyxy=(1167,652,1467,680)
organizer-role-label: அமைப்பாளர் : xyxy=(425,646,514,659)
